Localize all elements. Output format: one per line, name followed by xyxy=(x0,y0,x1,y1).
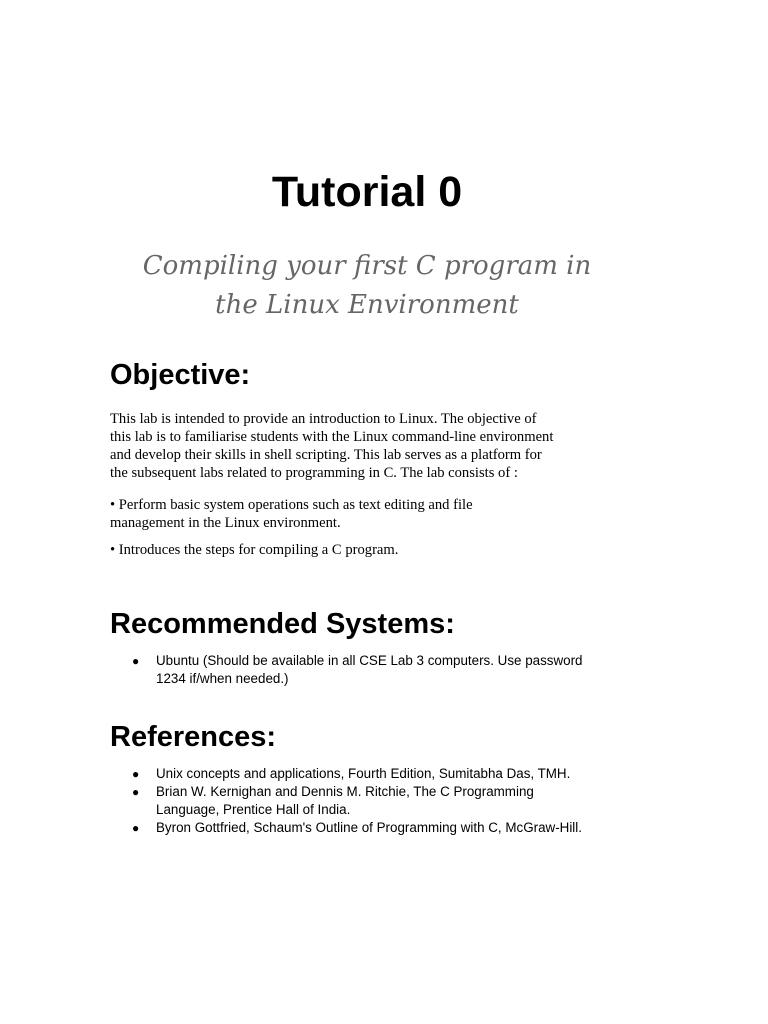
objective-paragraph xyxy=(110,410,610,482)
bullet-icon: ● xyxy=(132,654,140,668)
bullet-line: • Introduces the steps for compiling a C program. xyxy=(110,542,399,558)
recommended-systems-heading: Recommended Systems: xyxy=(110,608,455,640)
list-item xyxy=(110,819,630,837)
list-item xyxy=(110,765,630,783)
paragraph-line: the subsequent labs related to programming in C. The lab consists of : xyxy=(110,465,518,481)
bullet-icon: ● xyxy=(132,785,140,799)
paragraph-line: This lab is intended to provide an introduction to Linux. The objective of xyxy=(110,411,537,427)
objective-bullet xyxy=(110,541,610,559)
list-item-line: Byron Gottfried, Schaum's Outline of Programming with C, McGraw-Hill. xyxy=(156,820,582,835)
references-heading: References: xyxy=(110,721,277,753)
bullet-icon: ● xyxy=(132,767,140,781)
recommended-systems-list xyxy=(110,652,630,688)
list-item-line: 1234 if/when needed.) xyxy=(156,671,289,686)
subtitle-line: the Linux Environment xyxy=(215,290,519,320)
subtitle-line: Compiling your first C program in xyxy=(142,251,592,281)
bullet-line: management in the Linux environment. xyxy=(110,515,341,531)
list-item-line: Language, Prentice Hall of India. xyxy=(156,802,351,817)
page-title: Tutorial 0 xyxy=(271,168,463,216)
list-item-line: Ubuntu (Should be available in all CSE Lab 3 computers. Use password xyxy=(156,653,583,668)
paragraph-line: and develop their skills in shell scripting. This lab serves as a platform for xyxy=(110,447,542,463)
paragraph-line: this lab is to familiarise students with the Linux command-line environment xyxy=(110,429,554,445)
page-subtitle xyxy=(0,247,734,325)
list-item-line: Unix concepts and applications, Fourth Edition, Sumitabha Das, TMH. xyxy=(156,766,571,781)
bullet-icon: ● xyxy=(132,821,140,835)
objective-heading: Objective: xyxy=(110,359,251,391)
references-list xyxy=(110,765,630,837)
bullet-line: • Perform basic system operations such as text editing and file xyxy=(110,497,473,513)
list-item xyxy=(110,652,630,688)
objective-bullet xyxy=(110,496,610,532)
list-item xyxy=(110,783,630,819)
list-item-line: Brian W. Kernighan and Dennis M. Ritchie, The C Programming xyxy=(156,784,534,799)
